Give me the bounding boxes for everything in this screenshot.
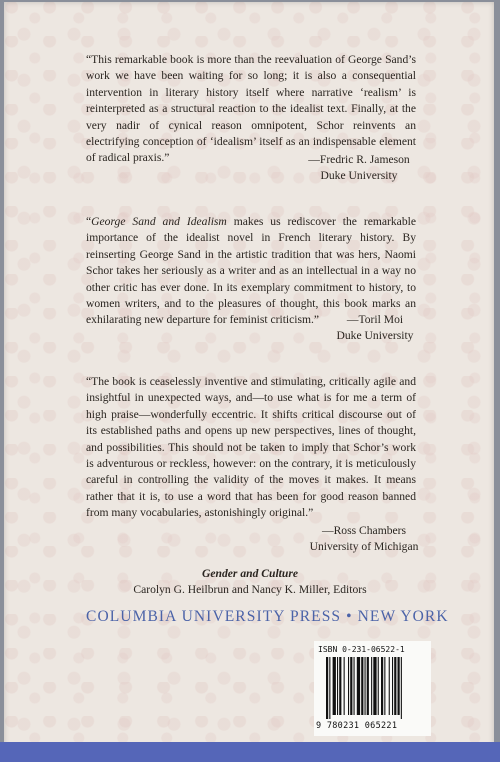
series-title: Gender and Culture	[202, 567, 298, 580]
isbn-number: ISBN 0-231-06522-1	[318, 645, 405, 654]
publisher-imprint: COLUMBIA UNIVERSITY PRESS • NEW YORK	[86, 608, 449, 625]
blurb-moi-book-title: George Sand and Idealism	[91, 215, 227, 228]
blurb-moi-open-quote: “	[86, 215, 92, 228]
attribution-chambers-name: —Ross Chambers	[321, 524, 407, 537]
attribution-moi-affiliation: Duke University	[336, 329, 414, 342]
attribution-chambers-affiliation: University of Michigan	[309, 540, 419, 553]
blurb-chambers: “The book is ceaselessly inventive and stimulating, critically agile and insightful in unexpected ways, and—to use what is for me a term of high praise—wonderfully eccentric. It shifts critical discourse out of its established paths and opens up new perspectives, lines of thought, and possibilities. This should not be taken to imply that Schor’s work is adventurous or reckless, however: on the contrary, it is meticulously careful in controlling the validity of the moves it makes. It means rather that it is, to use a word that has been for good reason banned from many vocabularies, astonishingly original.”	[86, 375, 416, 520]
barcode-icon	[325, 657, 429, 719]
attribution-jameson-affiliation: Duke University	[320, 169, 398, 182]
attribution-jameson-name: —Fredric R. Jameson	[308, 153, 410, 166]
ean-number: 9 780231 065221	[316, 721, 398, 731]
cover-bottom-edge	[0, 742, 500, 762]
blurb-jameson: “This remarkable book is more than the reevaluation of George Sand’s work we have been waiting for so long; it is also a consequential intervention in literary history itself where narrative ‘realism’ is reinterpreted as a structural reaction to the idealist text. Finally, at the very nadir of cynical reason omnipotent, Schor reinvents an electrifying conception of ‘idealism’ itself as an indispensable element of radical praxis.”	[86, 53, 416, 165]
blurb-moi-text: makes us rediscover the remarkable importance of the idealist novel in French literary history. By reinserting George Sand in the artistic tradition that was hers, Naomi Schor takes her seriously as a writer and as an intellectual in a way no other critic has ever done. In its exemplary commitment to history, to women writers, and to the pleasures of thought, this book marks an exhilarating new departure for feminist criticism.”	[86, 215, 416, 327]
attribution-moi-name: —Toril Moi	[346, 313, 404, 326]
series-editors: Carolyn G. Heilbrun and Nancy K. Miller, Editors	[133, 583, 367, 596]
